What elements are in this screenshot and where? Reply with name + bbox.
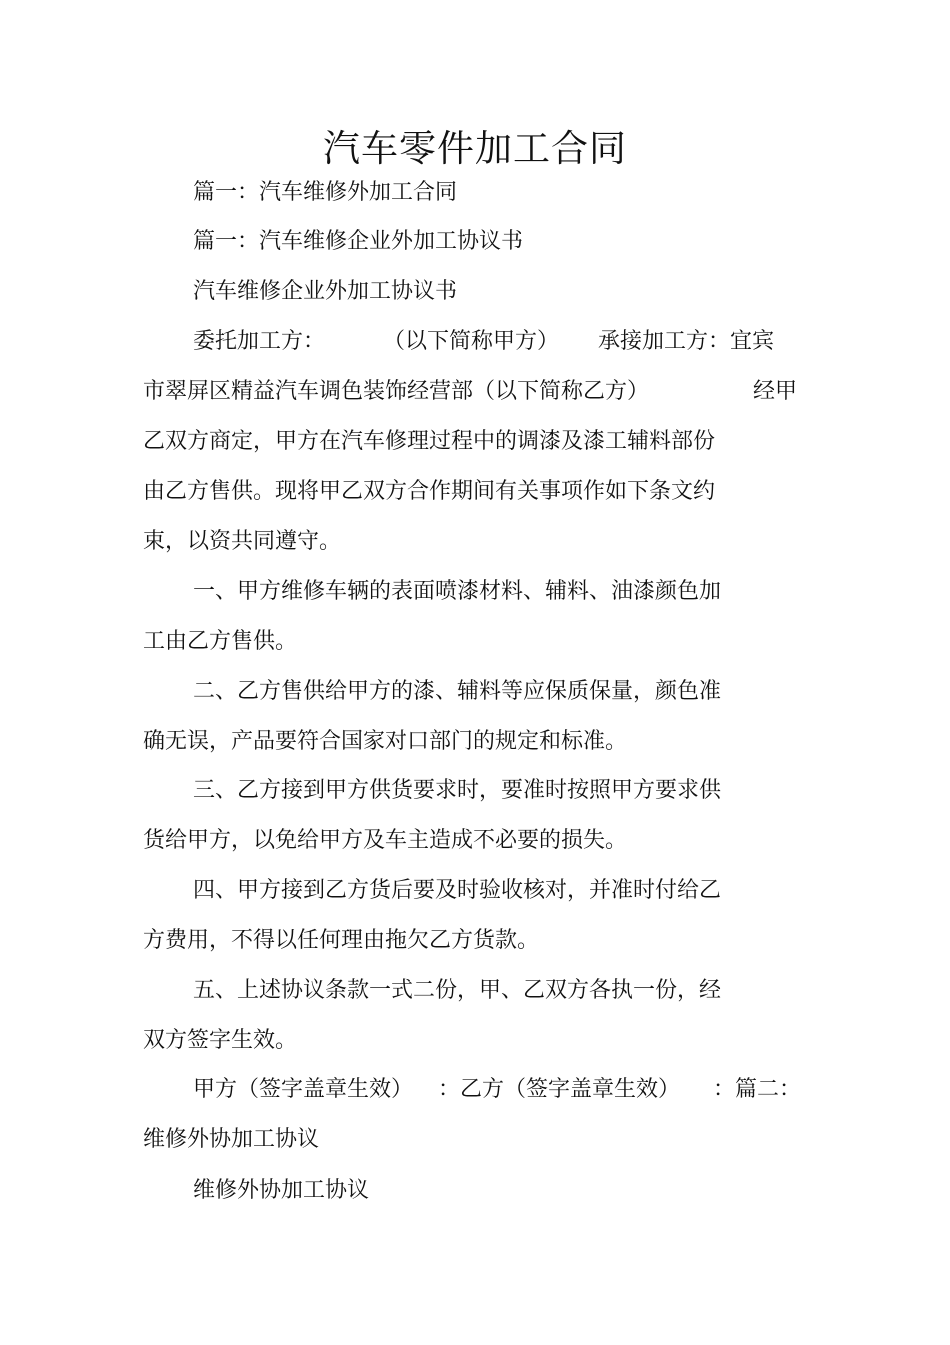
text-line: 汽车维修企业外加工协议书 (193, 279, 458, 304)
signature-line (193, 1075, 813, 1105)
text-line: 确无误，产品要符合国家对口部门的规定和标准。 (143, 729, 628, 754)
contractor-name: 市翠屏区精益汽车调色装饰经营部（以下简称乙方） (143, 379, 650, 404)
text-fragment: 经甲 (753, 379, 798, 404)
text-line: 篇一：汽车维修外加工合同 (193, 180, 458, 205)
text-line: 由乙方售供。现将甲乙双方合作期间有关事项作如下条文约 (143, 479, 716, 504)
section-heading: 维修外协加工协议 (143, 1127, 320, 1152)
text-line: 工由乙方售供。 (143, 629, 298, 654)
text-line: 乙双方商定，甲方在汽车修理过程中的调漆及漆工辅料部份 (143, 429, 716, 454)
text-line: 束，以资共同遵守。 (143, 529, 342, 554)
text-line: 双方签字生效。 (143, 1028, 298, 1053)
text-line-parties (193, 327, 813, 357)
text-line: 方费用，不得以任何理由拖欠乙方货款。 (143, 928, 540, 953)
clause-3: 三、乙方接到甲方供货要求时，要准时按照甲方要求供 (193, 778, 722, 803)
contractor-label: 承接加工方：宜宾 (598, 329, 775, 354)
clause-2: 二、乙方售供给甲方的漆、辅料等应保质保量，颜色准 (193, 679, 722, 704)
party-a-signature: 甲方（签字盖章生效） (193, 1077, 414, 1102)
text-line-contractor (143, 377, 823, 407)
text-line: 篇一：汽车维修企业外加工协议书 (193, 229, 524, 254)
party-b-signature: ：乙方（签字盖章生效） (438, 1077, 681, 1102)
section-title: 维修外协加工协议 (193, 1178, 370, 1203)
clause-1: 一、甲方维修车辆的表面喷漆材料、辅料、油漆颜色加 (193, 579, 722, 604)
client-abbrev: （以下简称甲方） (383, 329, 560, 354)
section-marker: ：篇二： (713, 1077, 802, 1102)
clause-5: 五、上述协议条款一式二份，甲、乙双方各执一份，经 (193, 978, 722, 1003)
document-title: 汽车零件加工合同 (323, 127, 627, 170)
text-line: 货给甲方，以免给甲方及车主造成不必要的损失。 (143, 828, 628, 853)
clause-4: 四、甲方接到乙方货后要及时验收核对，并准时付给乙 (193, 878, 722, 903)
client-label: 委托加工方： (193, 329, 326, 354)
